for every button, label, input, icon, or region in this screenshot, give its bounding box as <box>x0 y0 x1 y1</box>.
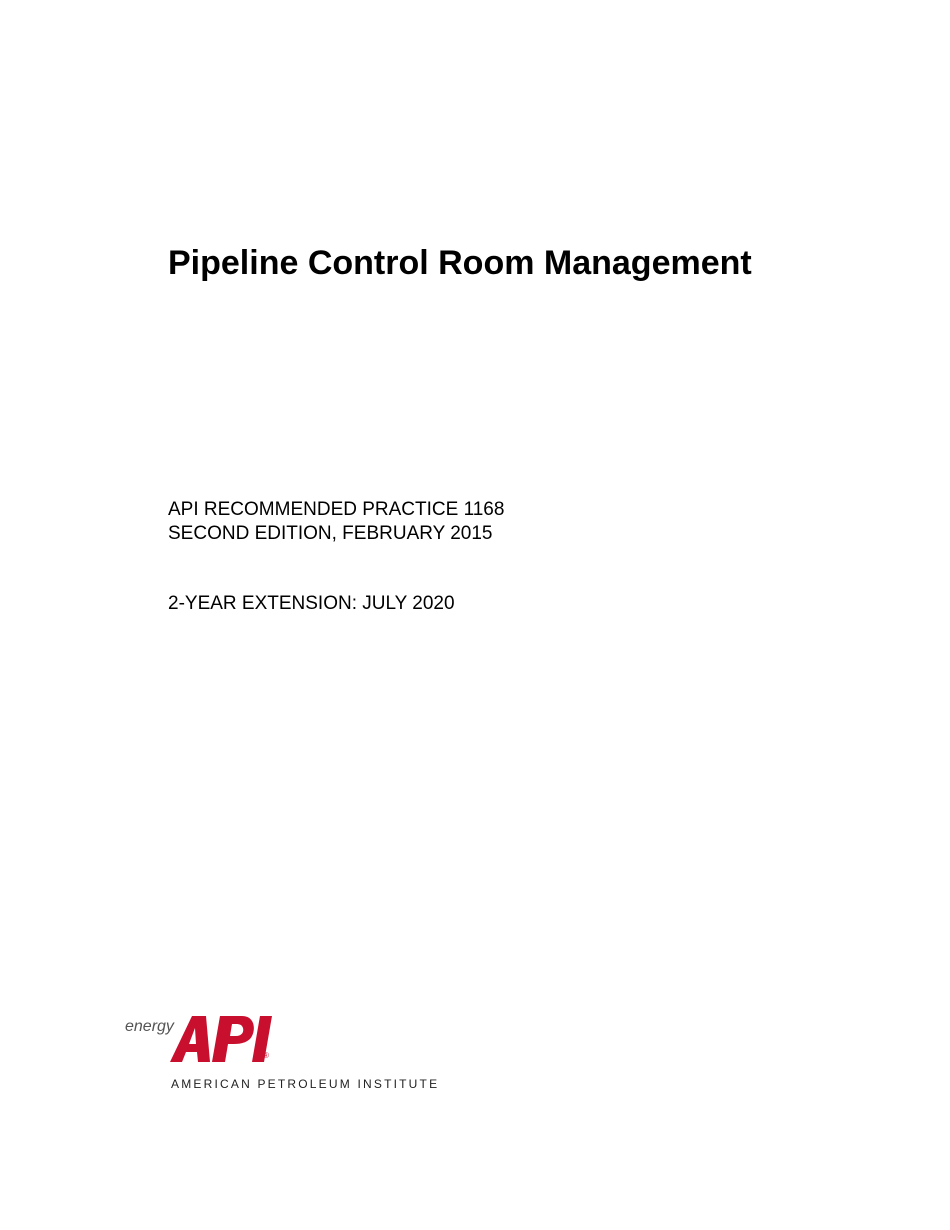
api-logo-mark-icon <box>170 1012 274 1064</box>
document-extension: 2-YEAR EXTENSION: JULY 2020 <box>168 593 455 614</box>
api-logo <box>122 1010 442 1100</box>
registered-mark: ® <box>263 1051 269 1060</box>
document-title: Pipeline Control Room Management <box>168 244 752 282</box>
document-designation: API RECOMMENDED PRACTICE 1168 <box>168 499 505 520</box>
organization-name: AMERICAN PETROLEUM INSTITUTE <box>171 1077 440 1091</box>
logo-tagline: energy <box>125 1018 174 1035</box>
document-info <box>168 498 504 546</box>
document-edition: SECOND EDITION, FEBRUARY 2015 <box>168 523 493 544</box>
